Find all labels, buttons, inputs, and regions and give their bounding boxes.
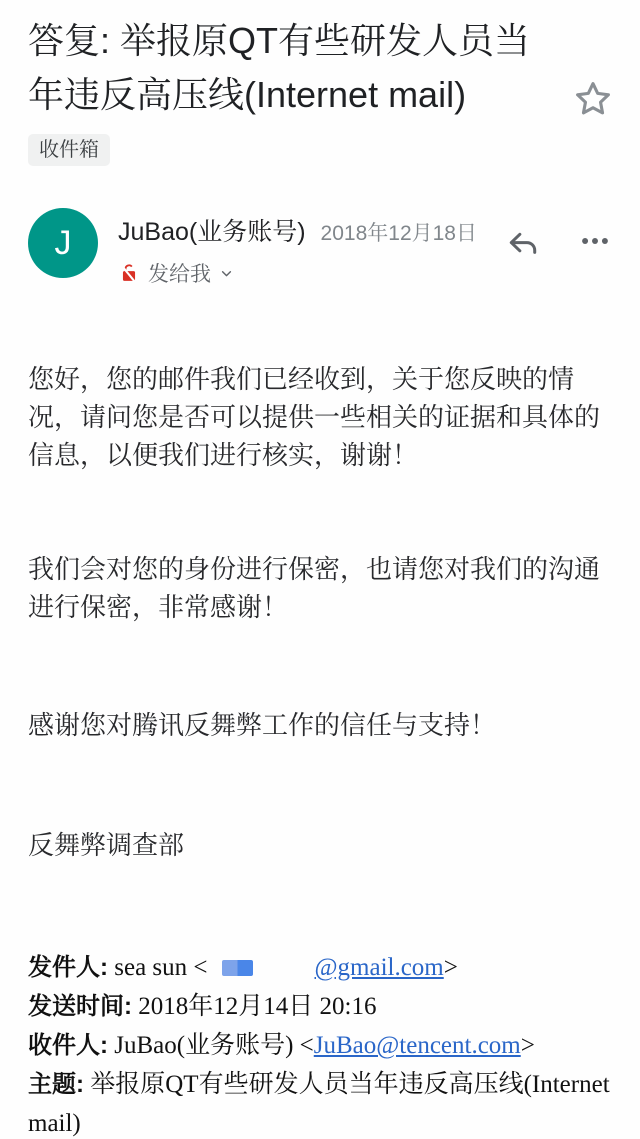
body-signature: 反舞弊调查部 (28, 830, 185, 860)
to-label: 收件人: (28, 1032, 108, 1059)
chevron-down-icon (218, 265, 235, 282)
quoted-from-line (28, 948, 612, 987)
from-name: sea sun < (114, 954, 208, 981)
more-options-button[interactable] (578, 224, 612, 258)
body-paragraph-1: 您好，您的邮件我们已经收到，关于您反映的情况，请问您是否可以提供一些相关的证据和具体的信息，以便我们进行核实，谢谢！ (28, 364, 601, 470)
no-encryption-lock-icon (118, 262, 140, 284)
quoted-to-line (28, 1026, 612, 1065)
sent-label: 发送时间: (28, 993, 132, 1020)
from-email-link[interactable]: @gmail.com (314, 954, 444, 981)
sent-value: 2018年12月14日 20:16 (138, 993, 377, 1020)
quoted-subject-line (28, 1065, 612, 1139)
more-options-icon (578, 224, 612, 258)
sender-name: JuBao(业务账号) (118, 218, 306, 246)
reply-button[interactable] (504, 222, 542, 260)
sender-row (28, 208, 612, 288)
star-button[interactable] (570, 76, 616, 122)
message-actions (504, 222, 612, 260)
to-me-label: 发给我 (148, 263, 211, 286)
sender-avatar[interactable]: J (28, 208, 98, 278)
star-icon (571, 77, 615, 121)
sender-meta (118, 208, 494, 288)
subject-value: 举报原QT有些研发人员当年违反高压线(Internet mail) (28, 1071, 610, 1137)
redaction-box (222, 960, 253, 976)
to-name: JuBao(业务账号) < (114, 1032, 314, 1059)
reply-icon (504, 222, 542, 260)
quoted-headers (28, 948, 612, 1139)
email-body (28, 360, 612, 864)
from-label: 发件人: (28, 954, 108, 981)
to-email-link[interactable]: JuBao@tencent.com (313, 1032, 521, 1059)
quoted-sent-line (28, 987, 612, 1026)
inbox-label-badge[interactable]: 收件箱 (28, 134, 110, 166)
body-paragraph-2: 我们会对您的身份进行保密，也请您对我们的沟通进行保密，非常感谢！ (28, 554, 601, 622)
subject-label: 主题: (28, 1071, 84, 1098)
recipient-expander[interactable] (118, 258, 494, 288)
message-date: 2018年12月18日 (320, 222, 477, 245)
body-paragraph-3: 感谢您对腾讯反舞弊工作的信任与支持！ (28, 710, 497, 740)
to-suffix: > (520, 1032, 535, 1059)
email-subject-title: 答复: 举报原QT有些研发人员当年违反高压线(Internet mail) (28, 20, 530, 115)
from-suffix: > (443, 954, 458, 981)
